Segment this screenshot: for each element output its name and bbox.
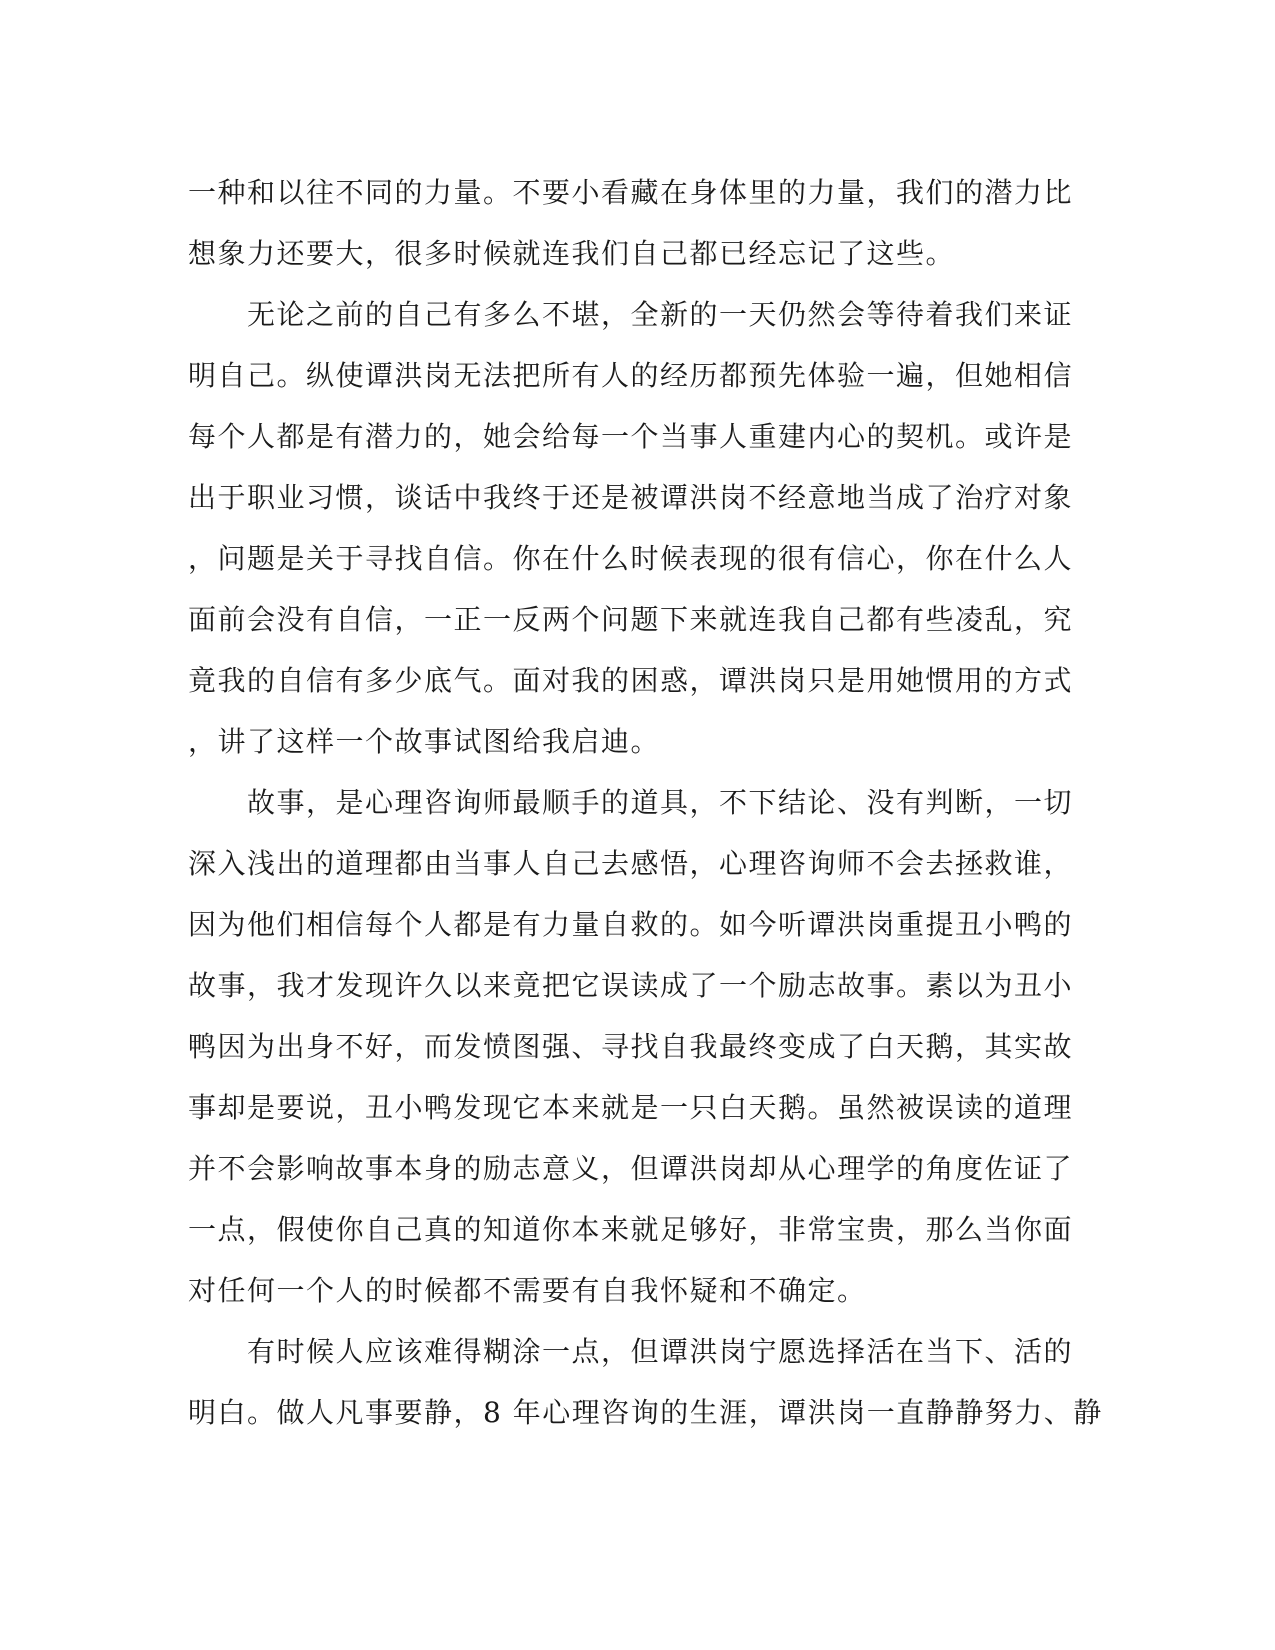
text-line: 对任何一个人的时候都不需要有自我怀疑和不确定。 xyxy=(188,1274,867,1307)
text-line: 有时候人应该难得糊涂一点，但谭洪岗宁愿选择活在当下、活的 xyxy=(188,1335,1074,1368)
text-line: 深入浅出的道理都由当事人自己去感悟，心理咨询师不会去拯救谁， xyxy=(188,847,1074,880)
text-line: 竟我的自信有多少底气。面对我的困惑，谭洪岗只是用她惯用的方式 xyxy=(188,664,1074,697)
text-line: 故事，是心理咨询师最顺手的道具，不下结论、没有判断，一切 xyxy=(188,786,1074,819)
text-line: 事却是要说，丑小鸭发现它本来就是一只白天鹅。虽然被误读的道理 xyxy=(188,1091,1074,1124)
text-line: 明自己。纵使谭洪岗无法把所有人的经历都预先体验一遍，但她相信 xyxy=(188,359,1074,392)
text-line: 故事，我才发现许久以来竟把它误读成了一个励志故事。素以为丑小 xyxy=(188,969,1074,1002)
text-line: 面前会没有自信，一正一反两个问题下来就连我自己都有些凌乱，究 xyxy=(188,603,1074,636)
text-line: 无论之前的自己有多么不堪，全新的一天仍然会等待着我们来证 xyxy=(188,298,1074,331)
body-text xyxy=(188,162,1103,1443)
text-line: 每个人都是有潜力的，她会给每一个当事人重建内心的契机。或许是 xyxy=(188,420,1074,453)
text-line: 并不会影响故事本身的励志意义，但谭洪岗却从心理学的角度佐证了 xyxy=(188,1152,1074,1185)
text-line: 想象力还要大，很多时候就连我们自己都已经忘记了这些。 xyxy=(188,237,956,270)
text-line: 鸭因为出身不好，而发愤图强、寻找自我最终变成了白天鹅，其实故 xyxy=(188,1030,1074,1063)
text-line: ，讲了这样一个故事试图给我启迪。 xyxy=(188,725,661,758)
text-line: 因为他们相信每个人都是有力量自救的。如今听谭洪岗重提丑小鸭的 xyxy=(188,908,1074,941)
text-line: 出于职业习惯，谈话中我终于还是被谭洪岗不经意地当成了治疗对象 xyxy=(188,481,1074,514)
text-line: 明白。做人凡事要静，8 年心理咨询的生涯，谭洪岗一直静静努力、静 xyxy=(188,1396,1103,1429)
text-line: ，问题是关于寻找自信。你在什么时候表现的很有信心，你在什么人 xyxy=(188,542,1074,575)
text-line: 一种和以往不同的力量。不要小看藏在身体里的力量，我们的潜力比 xyxy=(188,176,1074,209)
text-line: 一点，假使你自己真的知道你本来就足够好，非常宝贵，那么当你面 xyxy=(188,1213,1074,1246)
